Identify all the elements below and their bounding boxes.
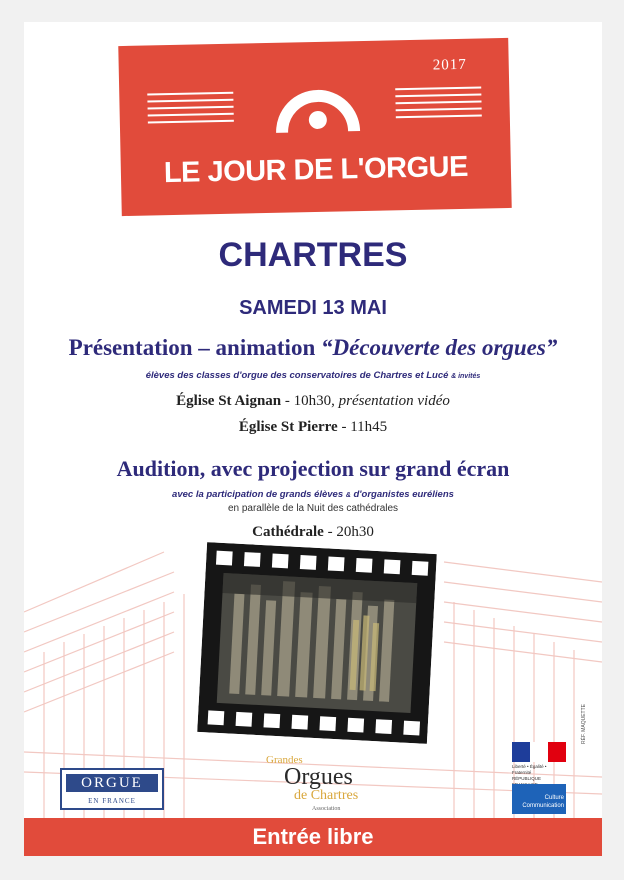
audition-subtitle-b: d'organistes euréliens bbox=[350, 489, 454, 500]
presentation-title bbox=[24, 335, 602, 361]
rf-motto: Liberté • Égalité • Fraternité bbox=[512, 764, 547, 775]
venue-st-aignan-extra: présentation vidéo bbox=[338, 393, 450, 409]
venue-st-pierre-time: - 11h45 bbox=[337, 419, 388, 435]
audition-title: Audition, avec projection sur grand écran bbox=[116, 456, 510, 481]
venue-cathedrale-name: Cathédrale bbox=[252, 524, 324, 540]
decorative-lines-left bbox=[147, 92, 234, 134]
audition-subtitle-amp: & bbox=[345, 492, 351, 499]
venue-cathedrale-time: - 20h30 bbox=[323, 524, 374, 540]
venue-st-aignan-time: - 10h30, bbox=[281, 393, 339, 409]
year-label: 2017 bbox=[432, 56, 467, 74]
poster bbox=[24, 22, 602, 856]
title-banner bbox=[118, 38, 511, 216]
orgue-en-france-logo bbox=[60, 768, 164, 810]
cc-line2: Communication bbox=[522, 803, 564, 809]
audition-parallel-note: en parallèle de la Nuit des cathédrales bbox=[227, 503, 399, 514]
entree-libre-banner: Entrée libre bbox=[24, 818, 602, 856]
republique-francaise-logo bbox=[512, 742, 566, 818]
marianne-flag-icon bbox=[512, 742, 566, 762]
event-date: SAMEDI 13 MAI bbox=[239, 297, 387, 319]
organ-arch-icon bbox=[267, 69, 368, 135]
audition-subtitle bbox=[24, 489, 602, 500]
culture-communication-logo bbox=[512, 784, 566, 814]
cc-line1: Culture bbox=[544, 795, 564, 801]
presentation-subtitle-main: élèves des classes d'orgue des conservatoires de Chartres et Lucé bbox=[145, 370, 449, 381]
audition-subtitle-a: avec la participation de grands élèves bbox=[172, 489, 344, 500]
venue-st-aignan-name: Église St Aignan bbox=[176, 393, 282, 409]
grandes-orgues-logo bbox=[260, 754, 370, 816]
presentation-title-lead: Présentation – animation bbox=[68, 335, 321, 360]
city-heading: CHARTRES bbox=[218, 236, 408, 274]
presentation-title-italic: “Découverte des orgues” bbox=[321, 335, 558, 360]
venue-st-aignan bbox=[24, 393, 602, 410]
rf-name: RÉPUBLIQUE bbox=[512, 776, 542, 781]
vertical-credit: RÉF. MAQUETTE bbox=[581, 703, 587, 744]
venue-st-pierre-name: Église St Pierre bbox=[238, 419, 338, 435]
orgue-logo-top: ORGUE bbox=[66, 774, 158, 792]
event-title: LE JOUR DE L'ORGUE bbox=[163, 150, 469, 190]
gog-association: Association bbox=[312, 806, 341, 812]
presentation-subtitle bbox=[24, 370, 602, 381]
gog-grandes: Grandes bbox=[266, 754, 303, 766]
orgue-logo-bottom: EN FRANCE bbox=[88, 797, 136, 805]
venue-st-pierre bbox=[24, 419, 602, 436]
decorative-lines-right bbox=[395, 87, 482, 129]
presentation-subtitle-small: & invités bbox=[451, 373, 481, 380]
film-strip-photo bbox=[197, 542, 437, 744]
gog-orgues: Orgues bbox=[284, 764, 353, 790]
gog-de-chartres: de Chartres bbox=[294, 788, 359, 803]
